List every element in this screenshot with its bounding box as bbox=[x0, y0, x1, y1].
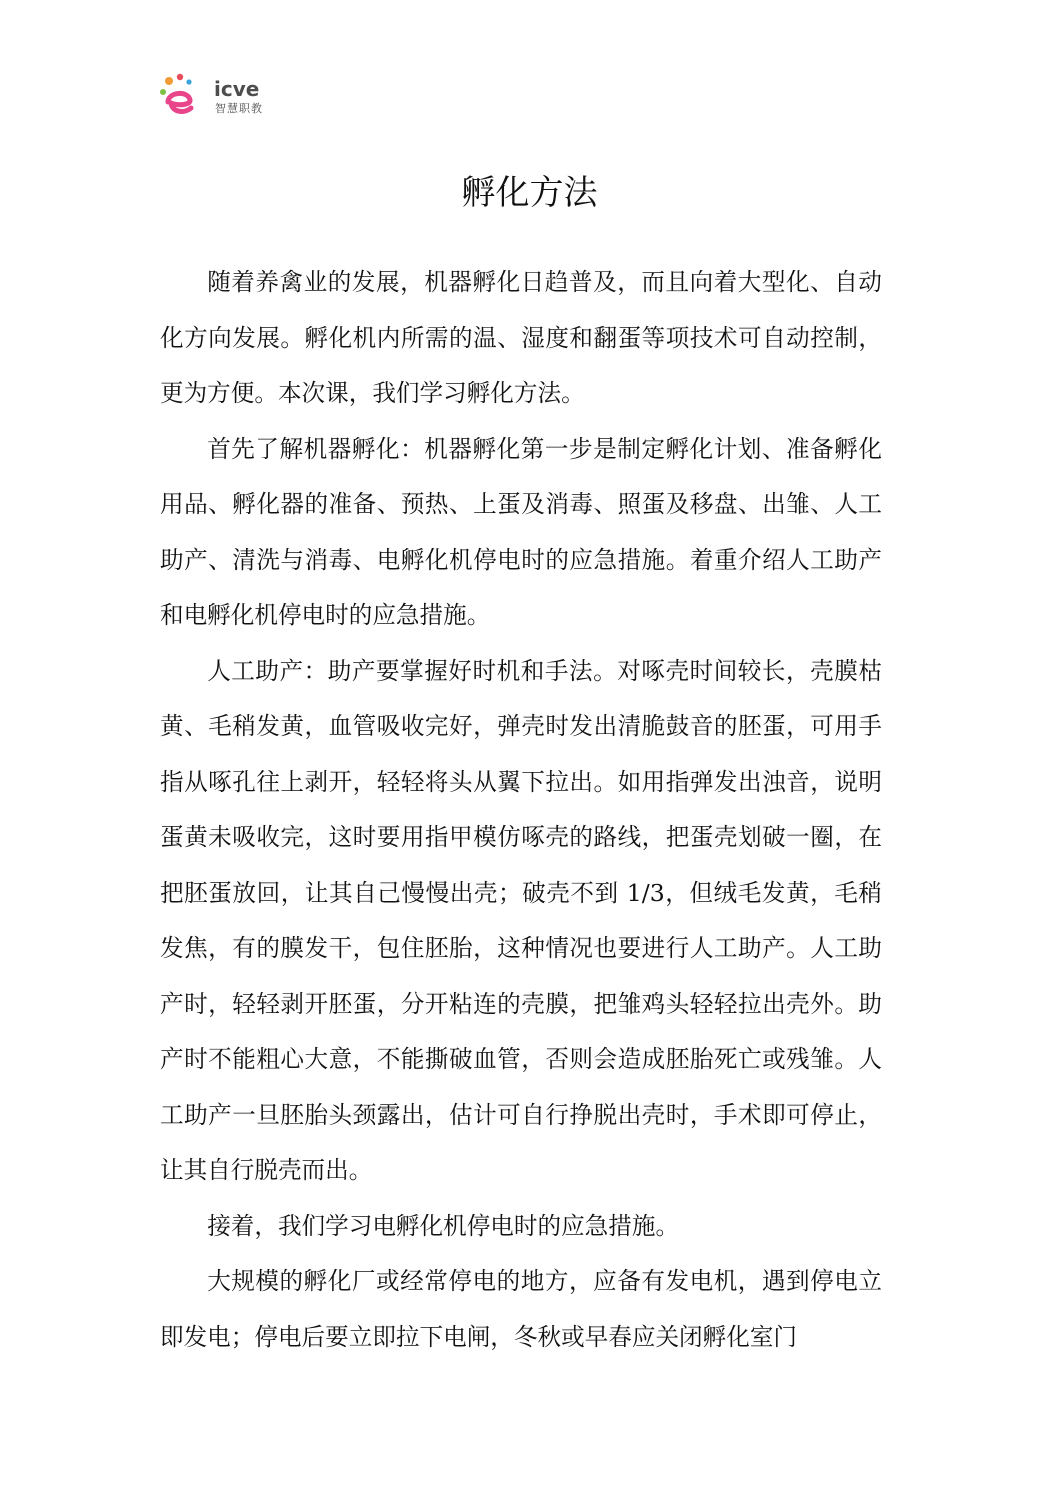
paragraph-power-outage-intro: 接着，我们学习电孵化机停电时的应急措施。 bbox=[207, 1211, 680, 1240]
icve-logo bbox=[158, 72, 278, 120]
paragraph-power-outage-measures: 大规模的孵化厂或经常停电的地方，应备有发电机，遇到停电立即发电；停电后要立即拉下电闸，冬秋或早春应关闭孵化室门 bbox=[160, 1267, 882, 1351]
icve-logo-text bbox=[214, 78, 259, 100]
icve-logo-icon bbox=[158, 72, 208, 120]
icve-logo-subtitle: 智慧职教 bbox=[215, 102, 263, 115]
paragraph-machine-incubation: 首先了解机器孵化：机器孵化第一步是制定孵化计划、准备孵化用品、孵化器的准备、预热、上蛋及消毒、照蛋及移盘、出雏、人工助产、清洗与消毒、电孵化机停电时的应急措施。着重介绍人工助产和电孵化机停电时的应急措施。 bbox=[160, 434, 882, 629]
paragraph-artificial-assistance: 人工助产：助产要掌握好时机和手法。对啄壳时间较长，壳膜枯黄、毛稍发黄，血管吸收完好，弹壳时发出清脆鼓音的胚蛋，可用手指从啄孔往上剥开，轻轻将头从翼下拉出。如用指弹发出浊音，说明蛋黄未吸收完，这时要用指甲模仿啄壳的路线，把蛋壳划破一圈，在把胚蛋放回，让其自己慢慢出壳；破壳不到 1/3，但绒毛发黄，毛稍发焦，有的膜发干，包住胚胎，这种情况也要进行人工助产。人工助产时，轻轻剥开胚蛋，分开粘连的壳膜，把雏鸡头轻轻拉出壳外。助产时不能粗心大意，不能撕破血管，否则会造成胚胎死亡或残雏。人工助产一旦胚胎头颈露出，估计可自行挣脱出壳时，手术即可停止，让其自行脱壳而出。 bbox=[160, 656, 882, 1184]
document-title: 孵化方法 bbox=[461, 173, 598, 213]
paragraph-intro: 随着养禽业的发展，机器孵化日趋普及，而且向着大型化、自动化方向发展。孵化机内所需的温、湿度和翻蛋等项技术可自动控制，更为方便。本次课，我们学习孵化方法。 bbox=[160, 268, 882, 407]
icve-brand-text: icve bbox=[214, 77, 260, 101]
document-body bbox=[160, 255, 882, 1365]
